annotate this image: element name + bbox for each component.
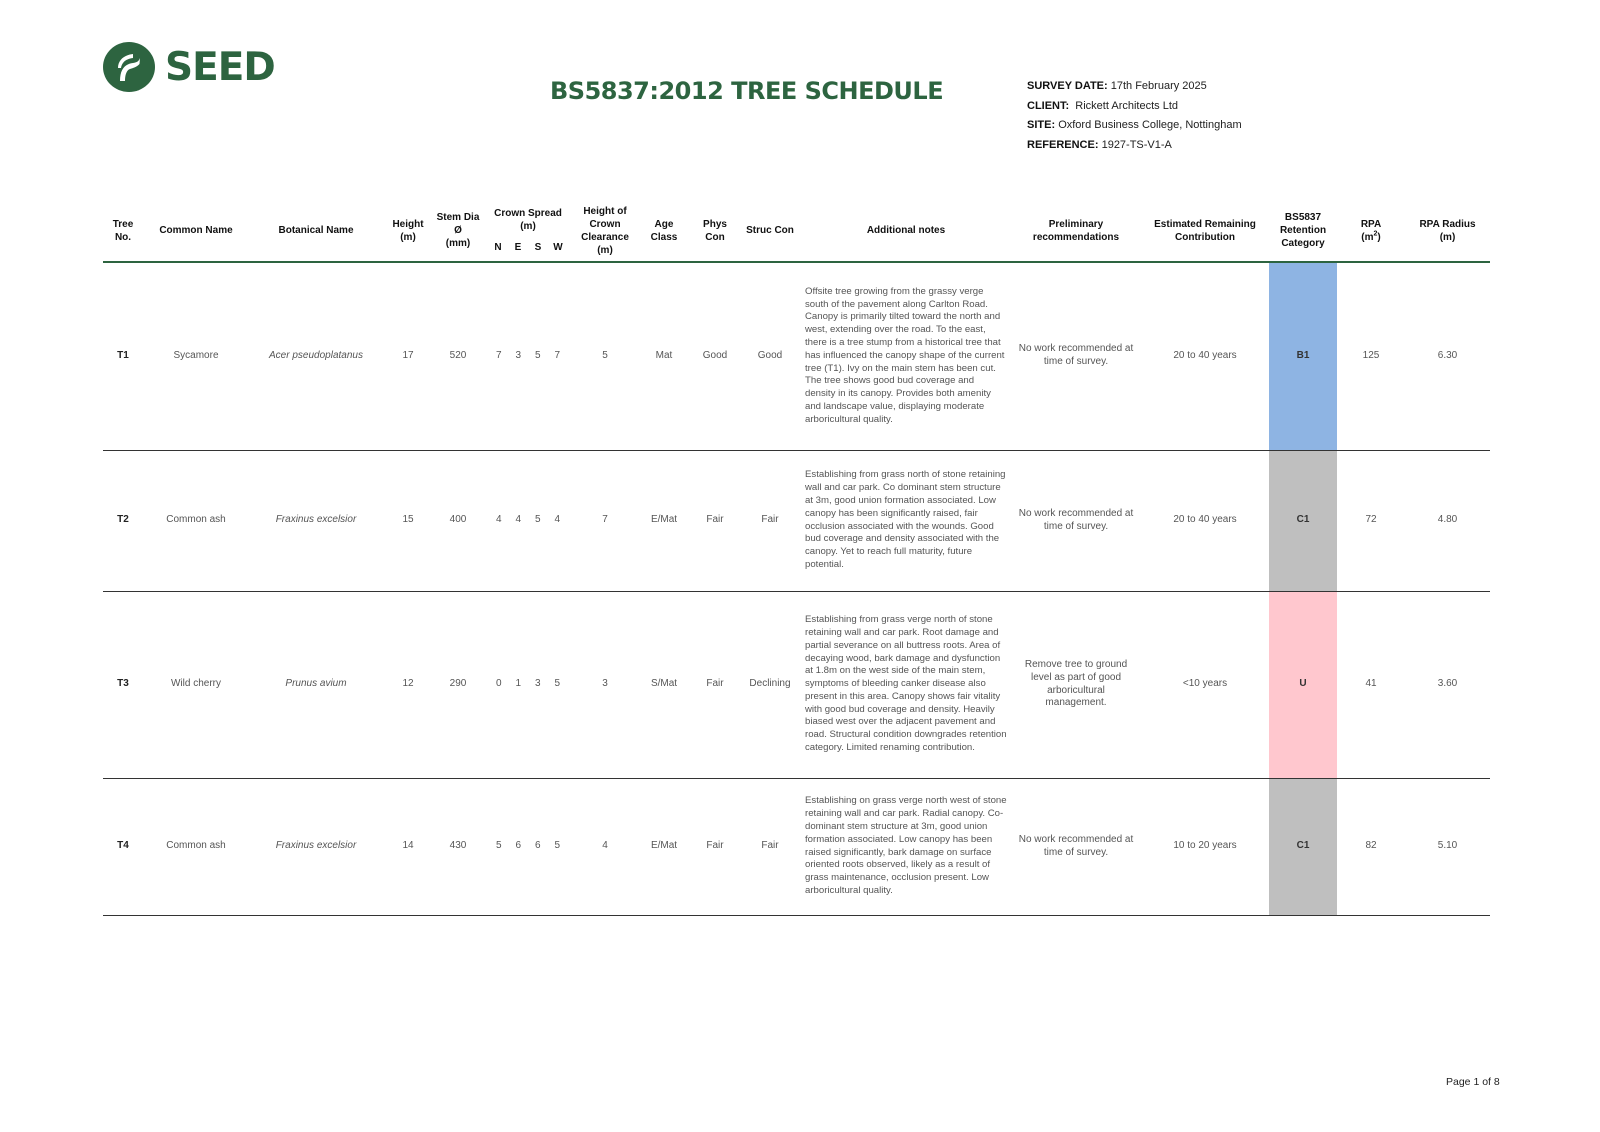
rpa: 41 — [1337, 591, 1405, 778]
crown-clearance: 4 — [573, 778, 637, 915]
table-row — [103, 778, 1490, 915]
col-struc-con: Struc Con — [739, 200, 801, 262]
rpa: 82 — [1337, 778, 1405, 915]
preliminary-recommendations: No work recommended at time of survey. — [1011, 450, 1141, 591]
crown-clearance: 7 — [573, 450, 637, 591]
rpa: 125 — [1337, 262, 1405, 450]
reference-line — [1027, 139, 1242, 159]
common-name: Wild cherry — [143, 591, 249, 778]
col-crown-clearance: Height of Crown Clearance (m) — [573, 200, 637, 262]
page-number: Page 1 of 8 — [1446, 1076, 1500, 1088]
height: 14 — [383, 778, 433, 915]
preliminary-recommendations: No work recommended at time of survey. — [1011, 778, 1141, 915]
crown-clearance: 3 — [573, 591, 637, 778]
additional-notes: Establishing from grass verge north of stone retaining wall and car park. Root damage and partial severance on all buttress roots. Area of decaying wood, bark damage and dysfunction at 1.8m on the west side of the main stem, symptoms of bleeding canker disease also present in this area. Canopy shows fair vitality with good bud coverage and density. Heavily biased west over the adjacent pavement and road. Structural condition downgrades retention category. Limited renaming contribution. — [801, 591, 1011, 778]
col-tree-no: Tree No. — [103, 200, 143, 262]
struc-con: Fair — [739, 450, 801, 591]
table-row — [103, 591, 1490, 778]
table-row — [103, 450, 1490, 591]
document-title: BS5837:2012 TREE SCHEDULE — [550, 77, 944, 105]
col-category: BS5837 Retention Category — [1269, 200, 1337, 262]
site-line — [1027, 119, 1242, 139]
brand-name: SEED — [165, 44, 275, 90]
stem-dia: 400 — [433, 450, 483, 591]
preliminary-recommendations: Remove tree to ground level as part of good arboricultural management. — [1011, 591, 1141, 778]
survey-meta — [1027, 80, 1242, 158]
col-height: Height (m) — [383, 200, 433, 262]
rpa-radius: 3.60 — [1405, 591, 1490, 778]
site-label: SITE: — [1027, 119, 1056, 131]
col-prelim: Preliminary recommendations — [1011, 200, 1141, 262]
botanical-name: Fraxinus excelsior — [249, 778, 383, 915]
common-name: Common ash — [143, 778, 249, 915]
reference-value: 1927-TS-V1-A — [1101, 138, 1172, 151]
struc-con: Declining — [739, 591, 801, 778]
estimated-remaining-contribution: 20 to 40 years — [1141, 262, 1269, 450]
retention-category: C1 — [1269, 778, 1337, 915]
reference-label: REFERENCE: — [1027, 138, 1099, 151]
col-botanical-name: Botanical Name — [249, 200, 383, 262]
estimated-remaining-contribution: <10 years — [1141, 591, 1269, 778]
crown-spread: 4 4 5 4 — [483, 450, 573, 591]
survey-date-label: SURVEY DATE: — [1027, 80, 1108, 92]
tree-no: T2 — [103, 450, 143, 591]
table-header-row — [103, 200, 1490, 262]
retention-category: U — [1269, 591, 1337, 778]
tree-no: T3 — [103, 591, 143, 778]
common-name: Common ash — [143, 450, 249, 591]
additional-notes: Establishing on grass verge north west of stone retaining wall and car park. Radial canopy. Co-dominant stem structure at 3m, good union formation associated. Low canopy has been raised significantly, bark damage on surface oriented roots observed, likely as a result of grass maintenance, occlusion present. Low arboricultural quality. — [801, 778, 1011, 915]
preliminary-recommendations: No work recommended at time of survey. — [1011, 262, 1141, 450]
retention-category: B1 — [1269, 262, 1337, 450]
stem-dia: 430 — [433, 778, 483, 915]
additional-notes: Offsite tree growing from the grassy verge south of the pavement along Carlton Road. Canopy is primarily tilted toward the north and west, extending over the road. To the east, there is a tree stump from a historical tree that has influenced the canopy shape of the current tree (T1). Ivy on the main stem has been cut. The tree shows good bud coverage and density in its canopy. Provides both amenity and landscape value, displaying moderate arboricultural quality. — [801, 262, 1011, 450]
col-crown-spread: Crown Spread (m) N E S W — [483, 200, 573, 262]
tree-schedule-table — [103, 200, 1490, 916]
age-class: E/Mat — [637, 778, 691, 915]
col-phys-con: Phys Con — [691, 200, 739, 262]
col-stem-dia: Stem Dia Ø (mm) — [433, 200, 483, 262]
seed-logo — [103, 42, 275, 92]
table-row — [103, 262, 1490, 450]
tree-no: T4 — [103, 778, 143, 915]
crown-spread: 7 3 5 7 — [483, 262, 573, 450]
crown-spread: 5 6 6 5 — [483, 778, 573, 915]
col-rpa-radius: RPA Radius (m) — [1405, 200, 1490, 262]
height: 12 — [383, 591, 433, 778]
phys-con: Fair — [691, 778, 739, 915]
client-label: CLIENT: — [1027, 99, 1070, 112]
age-class: Mat — [637, 262, 691, 450]
rpa: 72 — [1337, 450, 1405, 591]
age-class: E/Mat — [637, 450, 691, 591]
stem-dia: 290 — [433, 591, 483, 778]
crown-spread: 0 1 3 5 — [483, 591, 573, 778]
survey-date-value: 17th February 2025 — [1110, 80, 1207, 92]
col-common-name: Common Name — [143, 200, 249, 262]
phys-con: Fair — [691, 450, 739, 591]
crown-clearance: 5 — [573, 262, 637, 450]
client-value: Rickett Architects Ltd — [1075, 99, 1179, 112]
col-age-class: Age Class — [637, 200, 691, 262]
phys-con: Good — [691, 262, 739, 450]
site-value: Oxford Business College, Nottingham — [1058, 119, 1242, 131]
col-erc: Estimated Remaining Contribution — [1141, 200, 1269, 262]
tree-no: T1 — [103, 262, 143, 450]
rpa-radius: 4.80 — [1405, 450, 1490, 591]
age-class: S/Mat — [637, 591, 691, 778]
rpa-radius: 5.10 — [1405, 778, 1490, 915]
stem-dia: 520 — [433, 262, 483, 450]
rpa-radius: 6.30 — [1405, 262, 1490, 450]
phys-con: Fair — [691, 591, 739, 778]
estimated-remaining-contribution: 10 to 20 years — [1141, 778, 1269, 915]
retention-category: C1 — [1269, 450, 1337, 591]
struc-con: Good — [739, 262, 801, 450]
estimated-remaining-contribution: 20 to 40 years — [1141, 450, 1269, 591]
survey-date-line — [1027, 80, 1242, 100]
col-notes: Additional notes — [801, 200, 1011, 262]
common-name: Sycamore — [143, 262, 249, 450]
seed-leaf-icon — [103, 42, 155, 92]
botanical-name: Acer pseudoplatanus — [249, 262, 383, 450]
additional-notes: Establishing from grass north of stone retaining wall and car park. Co dominant stem structure at 3m, good union formation associated. Low canopy has been significantly raised, fair occlusion associated with the wounds. Good bud coverage and density associated with the canopy. Yet to reach full maturity, future potential. — [801, 450, 1011, 591]
botanical-name: Prunus avium — [249, 591, 383, 778]
client-line — [1027, 100, 1242, 120]
col-rpa: RPA $(m^2)$ — [1337, 200, 1405, 262]
height: 17 — [383, 262, 433, 450]
struc-con: Fair — [739, 778, 801, 915]
botanical-name: Fraxinus excelsior — [249, 450, 383, 591]
height: 15 — [383, 450, 433, 591]
